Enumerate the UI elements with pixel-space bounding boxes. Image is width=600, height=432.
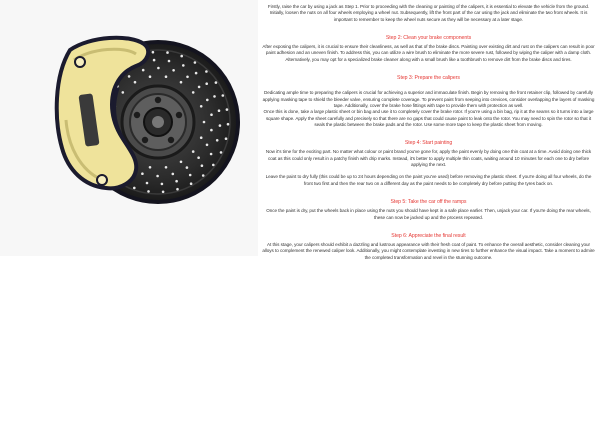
- article-text: [262, 4, 595, 261]
- step-3-paragraph-2: Once this is done, take a large plastic sheet or bin bag and use it to completely cover the brake rotor. If you're using a bin bag, rip it at the seams so it turns into a large square shape. Apply the sheet carefully and precisely so that there are no gaps that could cause paint to leak onto the rotor. You may need to spin the rotor so that it seals the plastic between the brake pads and the rotor. Use some more tape to keep the plastic sheet from moving.: [263, 109, 594, 127]
- step-6-heading: Step 6: Appreciate the final result: [391, 232, 466, 239]
- step-3-heading: Step 3: Prepare the calipers: [397, 75, 460, 82]
- illustration-panel: [0, 0, 258, 256]
- step-4-paragraph-2: Leave the paint to dry fully (this could be up to 24 hours depending on the paint you've used) before removing the plastic sheet. If you're doing all four wheels, do the front two first and then the rear two on a different day as the paint needs to be completely dry before putting the tyres back on.: [265, 174, 592, 186]
- step-5-heading: Step 5: Take the car off the ramps: [390, 198, 467, 205]
- step-2-paragraph: After exposing the calipers, it is crucial to ensure their cleanliness, as well as that of the brake discs. Painting over existing dirt and rust on the calipers can result in poor paint adhesion and an uneven finish. To address this, you can utilize a wire brush to eliminate the more severe rust, followed by wiping the caliper with a damp cloth. Alternatively, you may opt for a specialized brake cleaner along with a small brush like a toothbrush to remove dirt from the brake discs and tires.: [262, 44, 595, 62]
- step-5-paragraph: Once the paint is dry, put the wheels back in place using the nuts you should have kept in a safe place earlier. Then, unjack your car. If you're doing the rear wheels, these can now be jacked up and the process repeated.: [266, 208, 591, 220]
- step-4-heading: Step 4: Start painting: [404, 140, 453, 147]
- intro-paragraph: Firstly, raise the car by using a jack as Step 1. Prior to proceeding with the cleaning or painting of the calipers, it is essential to elevate the vehicle from the ground. Initially, loosen the nuts on all four wheels employing a wheel nut. Subsequently, lift the front part of the car using the jack and eliminate the two front wheels. It is important to remember to keep the wheel nuts secure as they will be necessary at a later stage.: [267, 4, 590, 22]
- step-6-paragraph: At this stage, your calipers should exhibit a dazzling and lustrous appearance with their fresh coat of paint. To enhance the overall aesthetic, consider cleaning your alloys to complement the renewed caliper look. Additionally, you might contemplate investing in new tires to further enhance the visual impact. Take a moment to admire the completed transformation and revel in the stunning outcome.: [262, 242, 595, 260]
- brake-disc-caliper-icon: [40, 30, 240, 210]
- step-3-paragraph: Dedicating ample time to preparing the calipers is crucial for achieving a superior and immaculate finish. Begin by removing the front retainer clip, followed by carefully applying masking tape to shield the bleeder valve, ensuring complete coverage. To prevent paint from seeping into crevices, consider overlapping the layers of masking tape. Additionally, cover the brake hose fittings with tape to provide them with protection as well.: [262, 90, 595, 108]
- step-2-heading: Step 2: Clean your brake components: [385, 34, 472, 41]
- step-4-paragraph: Now it's time for the exciting part. No matter what colour or paint brand you've gone for, apply the paint evenly by doing one thin coat at a time. Avoid doing one thick coat as this could only result in a patchy finish with drip marks. Instead, it's better to apply multiple thin coats, waiting around 10 minutes for each one to dry before applying the next.: [265, 149, 592, 168]
